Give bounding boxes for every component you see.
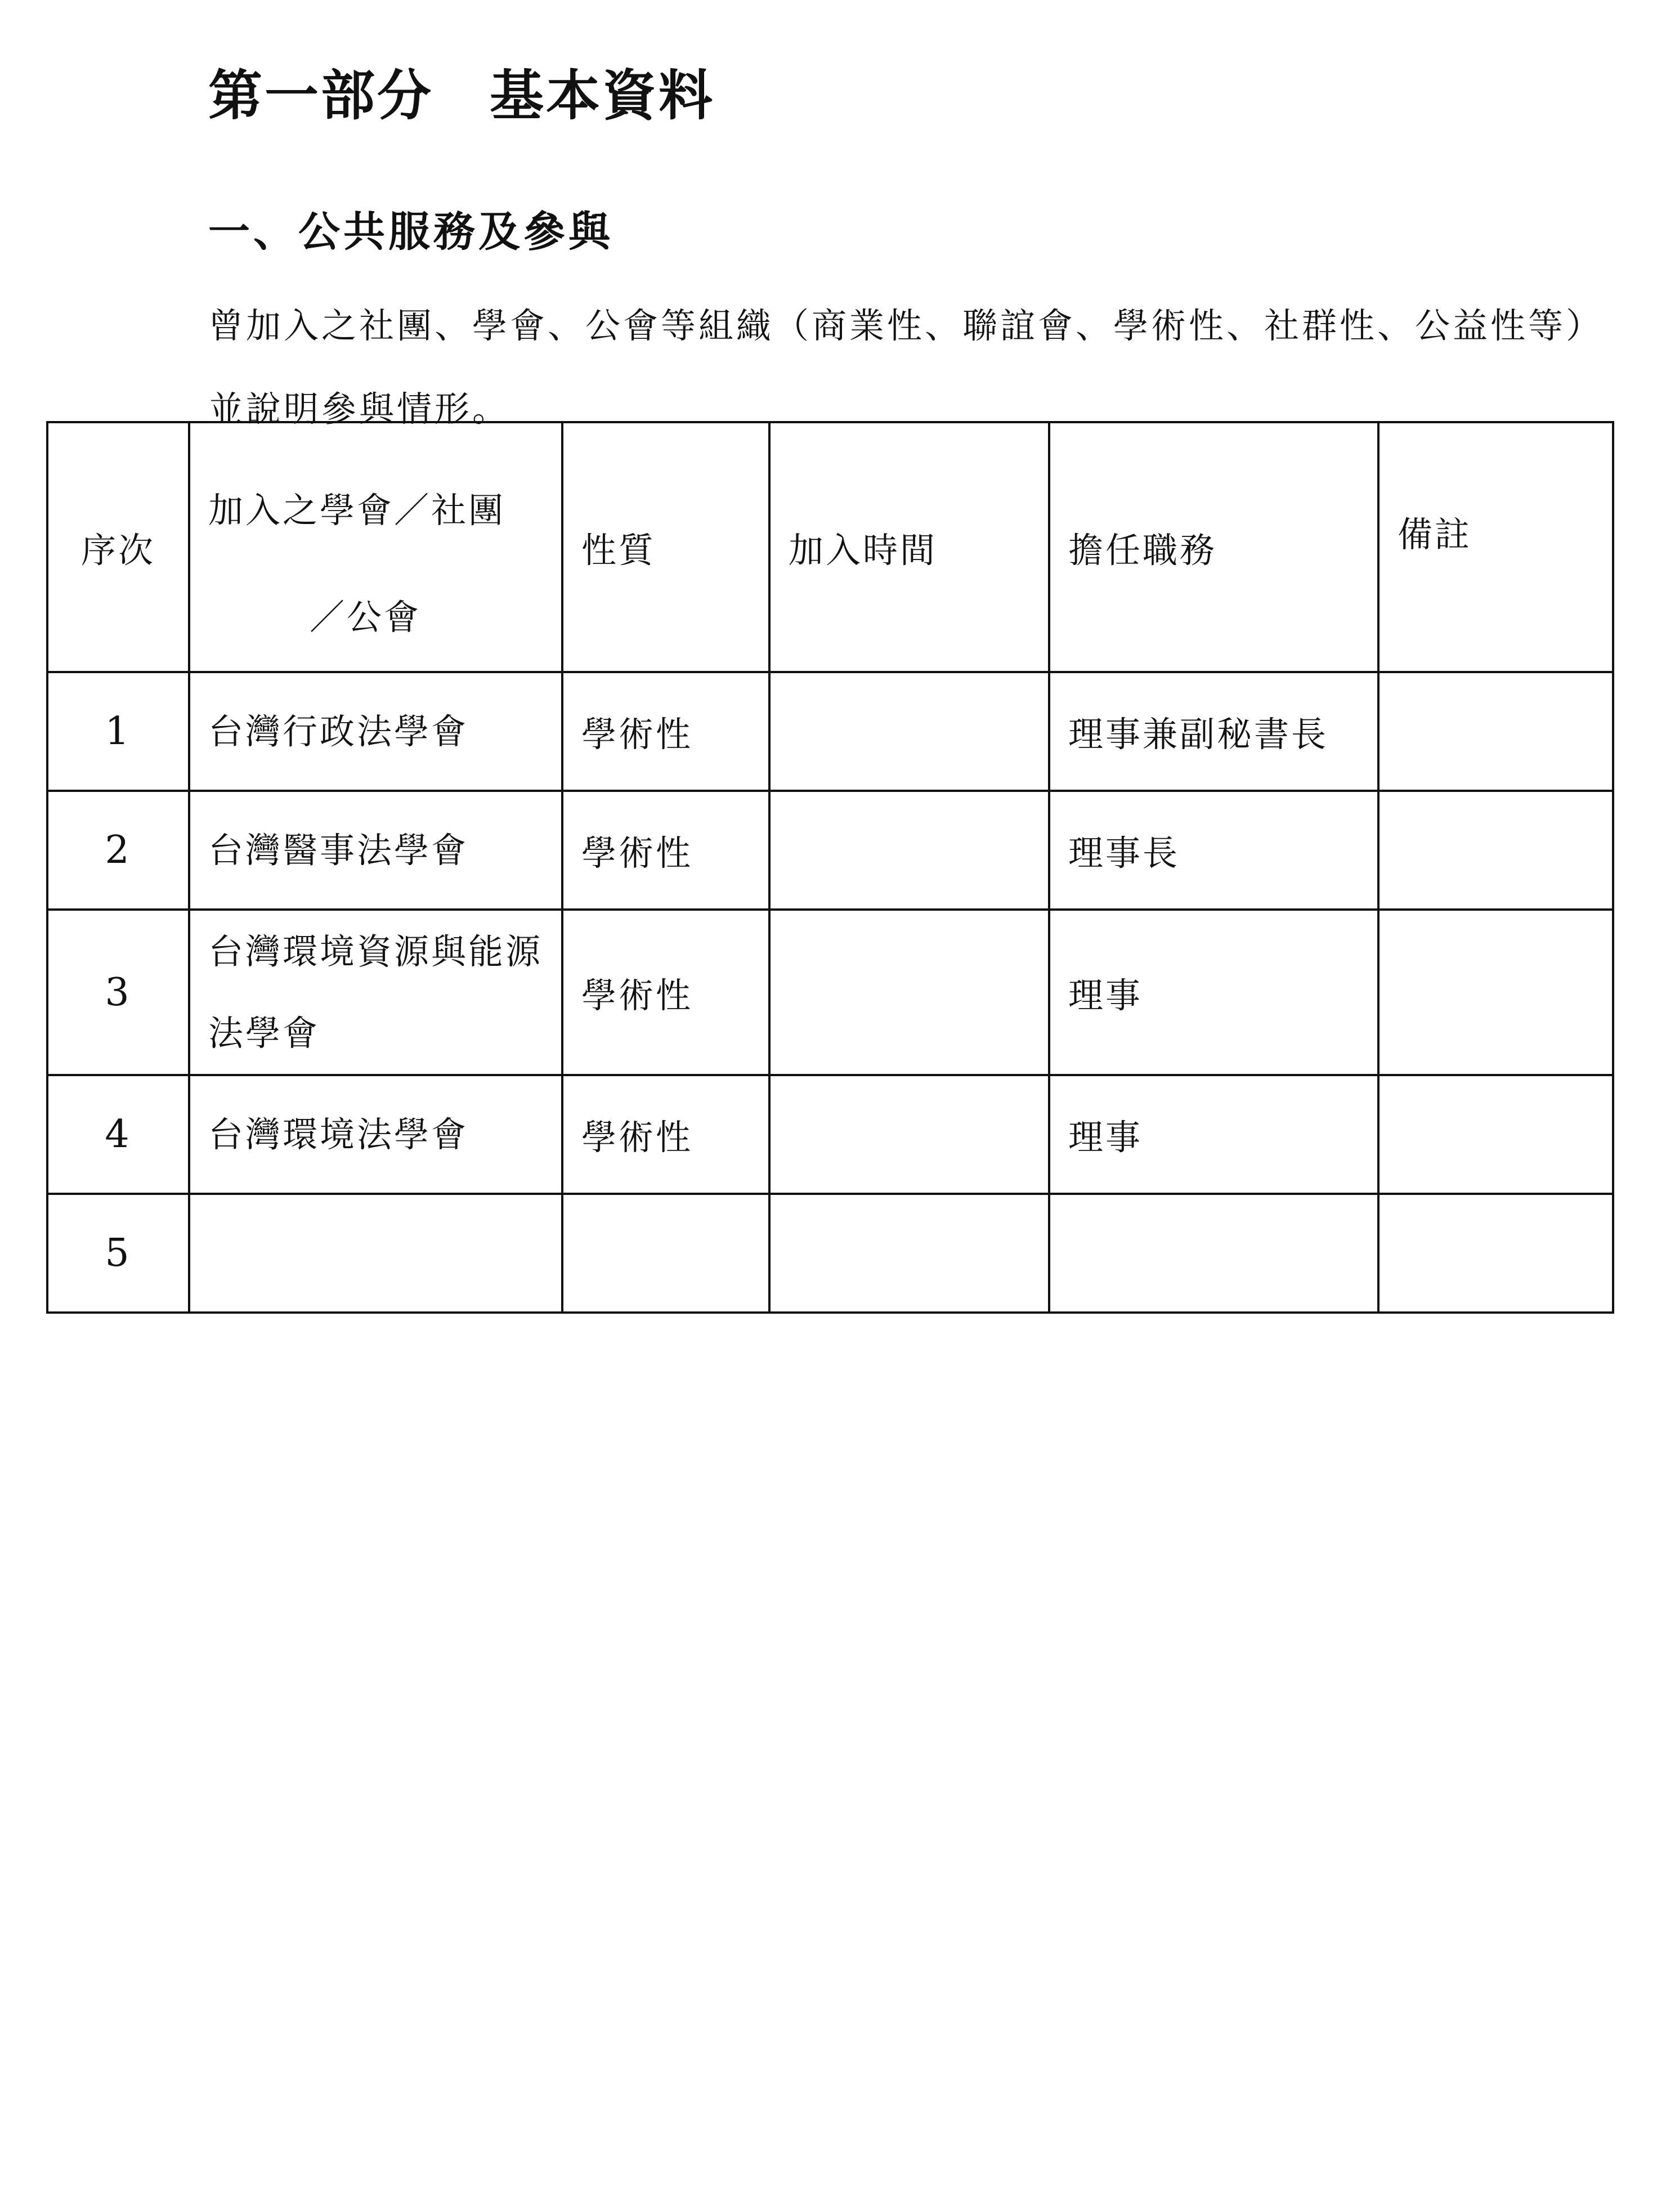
row-remarks <box>1378 1075 1613 1194</box>
row-position: 理事兼副秘書長 <box>1049 672 1378 791</box>
header-remarks: 備註 <box>1378 422 1613 672</box>
row-join-time <box>769 791 1049 910</box>
row-seq: 5 <box>47 1194 189 1313</box>
header-nature: 性質 <box>562 422 769 672</box>
row-seq: 4 <box>47 1075 189 1194</box>
section-description: 曾加入之社團、學會、公會等組織（商業性、聯誼會、學術性、社群性、公益性等）並說明參與情形。 <box>208 305 1587 429</box>
row-nature: 學術性 <box>562 791 769 910</box>
row-nature: 學術性 <box>562 672 769 791</box>
row-seq: 3 <box>47 910 189 1075</box>
row-position: 理事 <box>1049 910 1378 1075</box>
part-title: 第一部分 基本資料 <box>208 64 715 127</box>
table-row <box>47 910 1613 1075</box>
row-organization: 台灣環境資源與能源法學會 <box>189 910 562 1075</box>
table-row <box>47 791 1613 910</box>
row-nature: 學術性 <box>562 1075 769 1194</box>
organization-table <box>46 421 1614 1314</box>
row-remarks <box>1378 791 1613 910</box>
header-organization-line1: 加入之學會／社團 <box>208 490 506 531</box>
row-remarks <box>1378 1194 1613 1313</box>
row-join-time <box>769 910 1049 1075</box>
section-title: 一、公共服務及參與 <box>208 208 613 256</box>
header-organization-line2: ／公會 <box>310 597 422 638</box>
row-join-time <box>769 1075 1049 1194</box>
row-organization: 台灣環境法學會 <box>189 1075 562 1194</box>
row-remarks <box>1378 910 1613 1075</box>
row-position: 理事長 <box>1049 791 1378 910</box>
header-seq: 序次 <box>47 422 189 672</box>
row-seq: 2 <box>47 791 189 910</box>
table-row <box>47 672 1613 791</box>
row-join-time <box>769 672 1049 791</box>
row-position <box>1049 1194 1378 1313</box>
header-position: 擔任職務 <box>1049 422 1378 672</box>
row-seq: 1 <box>47 672 189 791</box>
table-header-row <box>47 422 1613 672</box>
row-organization <box>189 1194 562 1313</box>
row-remarks <box>1378 672 1613 791</box>
header-organization <box>189 422 562 672</box>
row-nature <box>562 1194 769 1313</box>
row-nature: 學術性 <box>562 910 769 1075</box>
row-organization: 台灣醫事法學會 <box>189 791 562 910</box>
row-join-time <box>769 1194 1049 1313</box>
row-organization: 台灣行政法學會 <box>189 672 562 791</box>
table-row <box>47 1194 1613 1313</box>
header-join-time: 加入時間 <box>769 422 1049 672</box>
row-position: 理事 <box>1049 1075 1378 1194</box>
table-row <box>47 1075 1613 1194</box>
